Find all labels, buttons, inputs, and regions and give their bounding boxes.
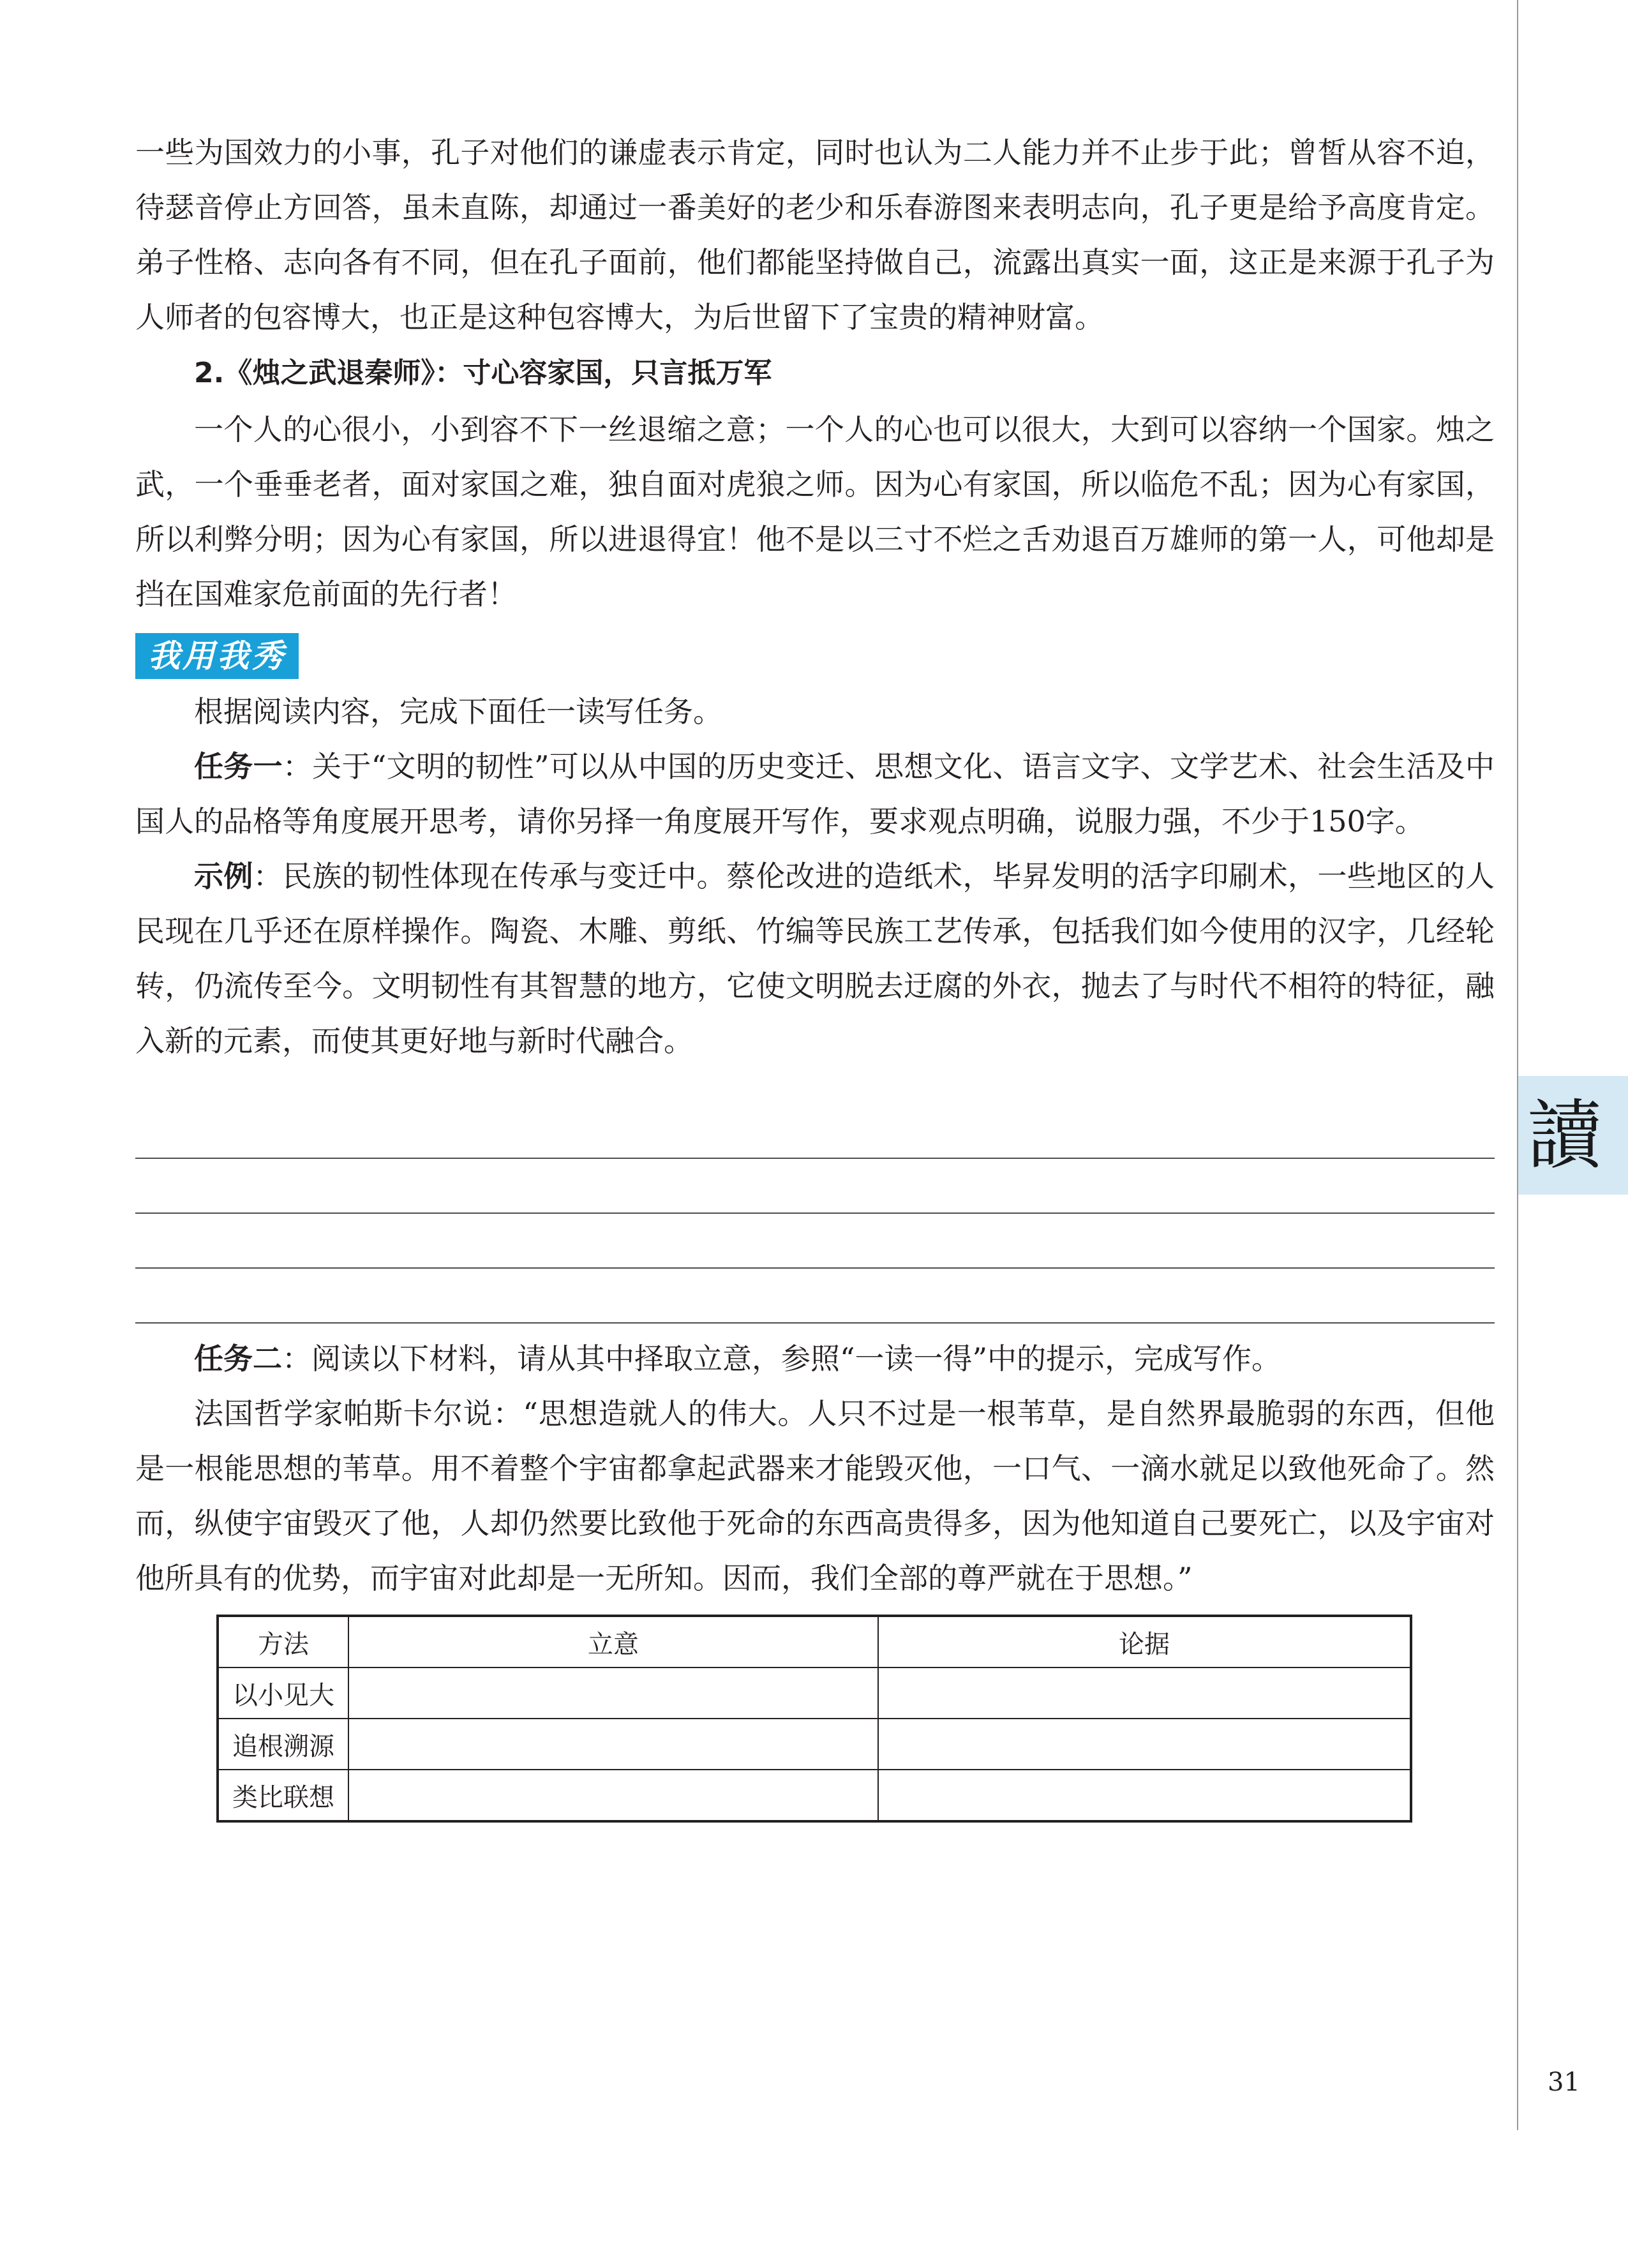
paragraph-zhu-zhi-wu: 一个人的心很小，小到容不下一丝退缩之意；一个人的心也可以很大，大到可以容纳一个国家。烛之武，一个垂垂老者，面对家国之难，独自面对虎狼之师。因为心有家国，所以临危不乱；因为心有家国，所以利弊分明；因为心有家国，所以进退得宜！他不是以三寸不烂之舌劝退百万雄师的第一人，可他却是挡在国难家危前面的先行者！ xyxy=(135,412,1495,611)
task-two-text: ：阅读以下材料，请从其中择取立意，参照“一读一得”中的提示，完成写作。 xyxy=(282,1341,1281,1376)
task-one-text: ：关于“文明的韧性”可以从中国的历史变迁、思想文化、语言文字、文学艺术、社会生活及中国人的品格等角度展开思考，请你另择一角度展开写作，要求观点明确，说服力强，不少于150字。 xyxy=(135,749,1495,839)
writing-lines xyxy=(135,1104,1495,1324)
section-heading-zhu-zhi-wu: 2.《烛之武退秦师》：寸心容家国，只言抵万军 xyxy=(194,357,772,389)
table-cell-idea[interactable] xyxy=(348,1667,878,1719)
task-two xyxy=(135,1331,1495,1386)
table-cell-idea[interactable] xyxy=(348,1770,878,1821)
margin-rule xyxy=(1517,0,1518,2130)
table-row-method: 追根溯源 xyxy=(218,1719,348,1770)
side-tab xyxy=(1518,1076,1628,1195)
main-content xyxy=(135,125,1495,1606)
example-text: ：民族的韧性体现在传承与变迁中。蔡伦改进的造纸术，毕昇发明的活字印刷术，一些地区的人民现在几乎还在原样操作。陶瓷、木雕、剪纸、竹编等民族工艺传承，包括我们如今使用的汉字，几经轮转，仍流传至今。文明韧性有其智慧的地方，它使文明脱去迂腐的外衣，抛去了与时代不相符的特征，融入新的元素，而使其更好地与新时代融合。 xyxy=(135,859,1495,1058)
task-intro: 根据阅读内容，完成下面任一读写任务。 xyxy=(194,694,722,729)
example-label: 示例 xyxy=(194,859,253,893)
table-row xyxy=(218,1770,1411,1821)
table-row xyxy=(218,1667,1411,1719)
section-tag-wo-yong-wo-xiu: 我用我秀 xyxy=(135,633,299,679)
example-paragraph xyxy=(135,849,1495,1068)
writing-line[interactable] xyxy=(135,1104,1495,1159)
side-tab-seal: 讀 xyxy=(1527,1091,1603,1179)
task-two-label: 任务二 xyxy=(194,1341,282,1376)
table-header-row xyxy=(218,1616,1411,1667)
table-header-evidence: 论据 xyxy=(878,1616,1411,1667)
table-row-method: 类比联想 xyxy=(218,1770,348,1821)
writing-line[interactable] xyxy=(135,1159,1495,1214)
method-table xyxy=(216,1615,1412,1823)
page-number: 31 xyxy=(1548,2068,1580,2097)
table-header-idea: 立意 xyxy=(348,1616,878,1667)
task-one-label: 任务一 xyxy=(194,749,283,784)
material-paragraph: 法国哲学家帕斯卡尔说：“思想造就人的伟大。人只不过是一根苇草，是自然界最脆弱的东西，但他是一根能思想的苇草。用不着整个宇宙都拿起武器来才能毁灭他，一口气、一滴水就足以致他死命了。然而，纵使宇宙毁灭了他，人却仍然要比致他于死命的东西高贵得多，因为他知道自己要死亡，以及宇宙对他所具有的优势，而宇宙对此却是一无所知。因而，我们全部的尊严就在于思想。” xyxy=(135,1396,1495,1595)
writing-line[interactable] xyxy=(135,1269,1495,1324)
table-row xyxy=(218,1719,1411,1770)
table-cell-idea[interactable] xyxy=(348,1719,878,1770)
paragraph-analects: 一些为国效力的小事，孔子对他们的谦虚表示肯定，同时也认为二人能力并不止步于此；曾皙从容不迫，待瑟音停止方回答，虽未直陈，却通过一番美好的老少和乐春游图来表明志向，孔子更是给予高度肯定。弟子性格、志向各有不同，但在孔子面前，他们都能坚持做自己，流露出真实一面，这正是来源于孔子为人师者的包容博大，也正是这种包容博大，为后世留下了宝贵的精神财富。 xyxy=(135,135,1495,334)
table-cell-evidence[interactable] xyxy=(878,1667,1411,1719)
table-cell-evidence[interactable] xyxy=(878,1770,1411,1821)
task-one xyxy=(135,739,1495,849)
table-cell-evidence[interactable] xyxy=(878,1719,1411,1770)
writing-line[interactable] xyxy=(135,1214,1495,1269)
table-header-method: 方法 xyxy=(218,1616,348,1667)
table-row-method: 以小见大 xyxy=(218,1667,348,1719)
